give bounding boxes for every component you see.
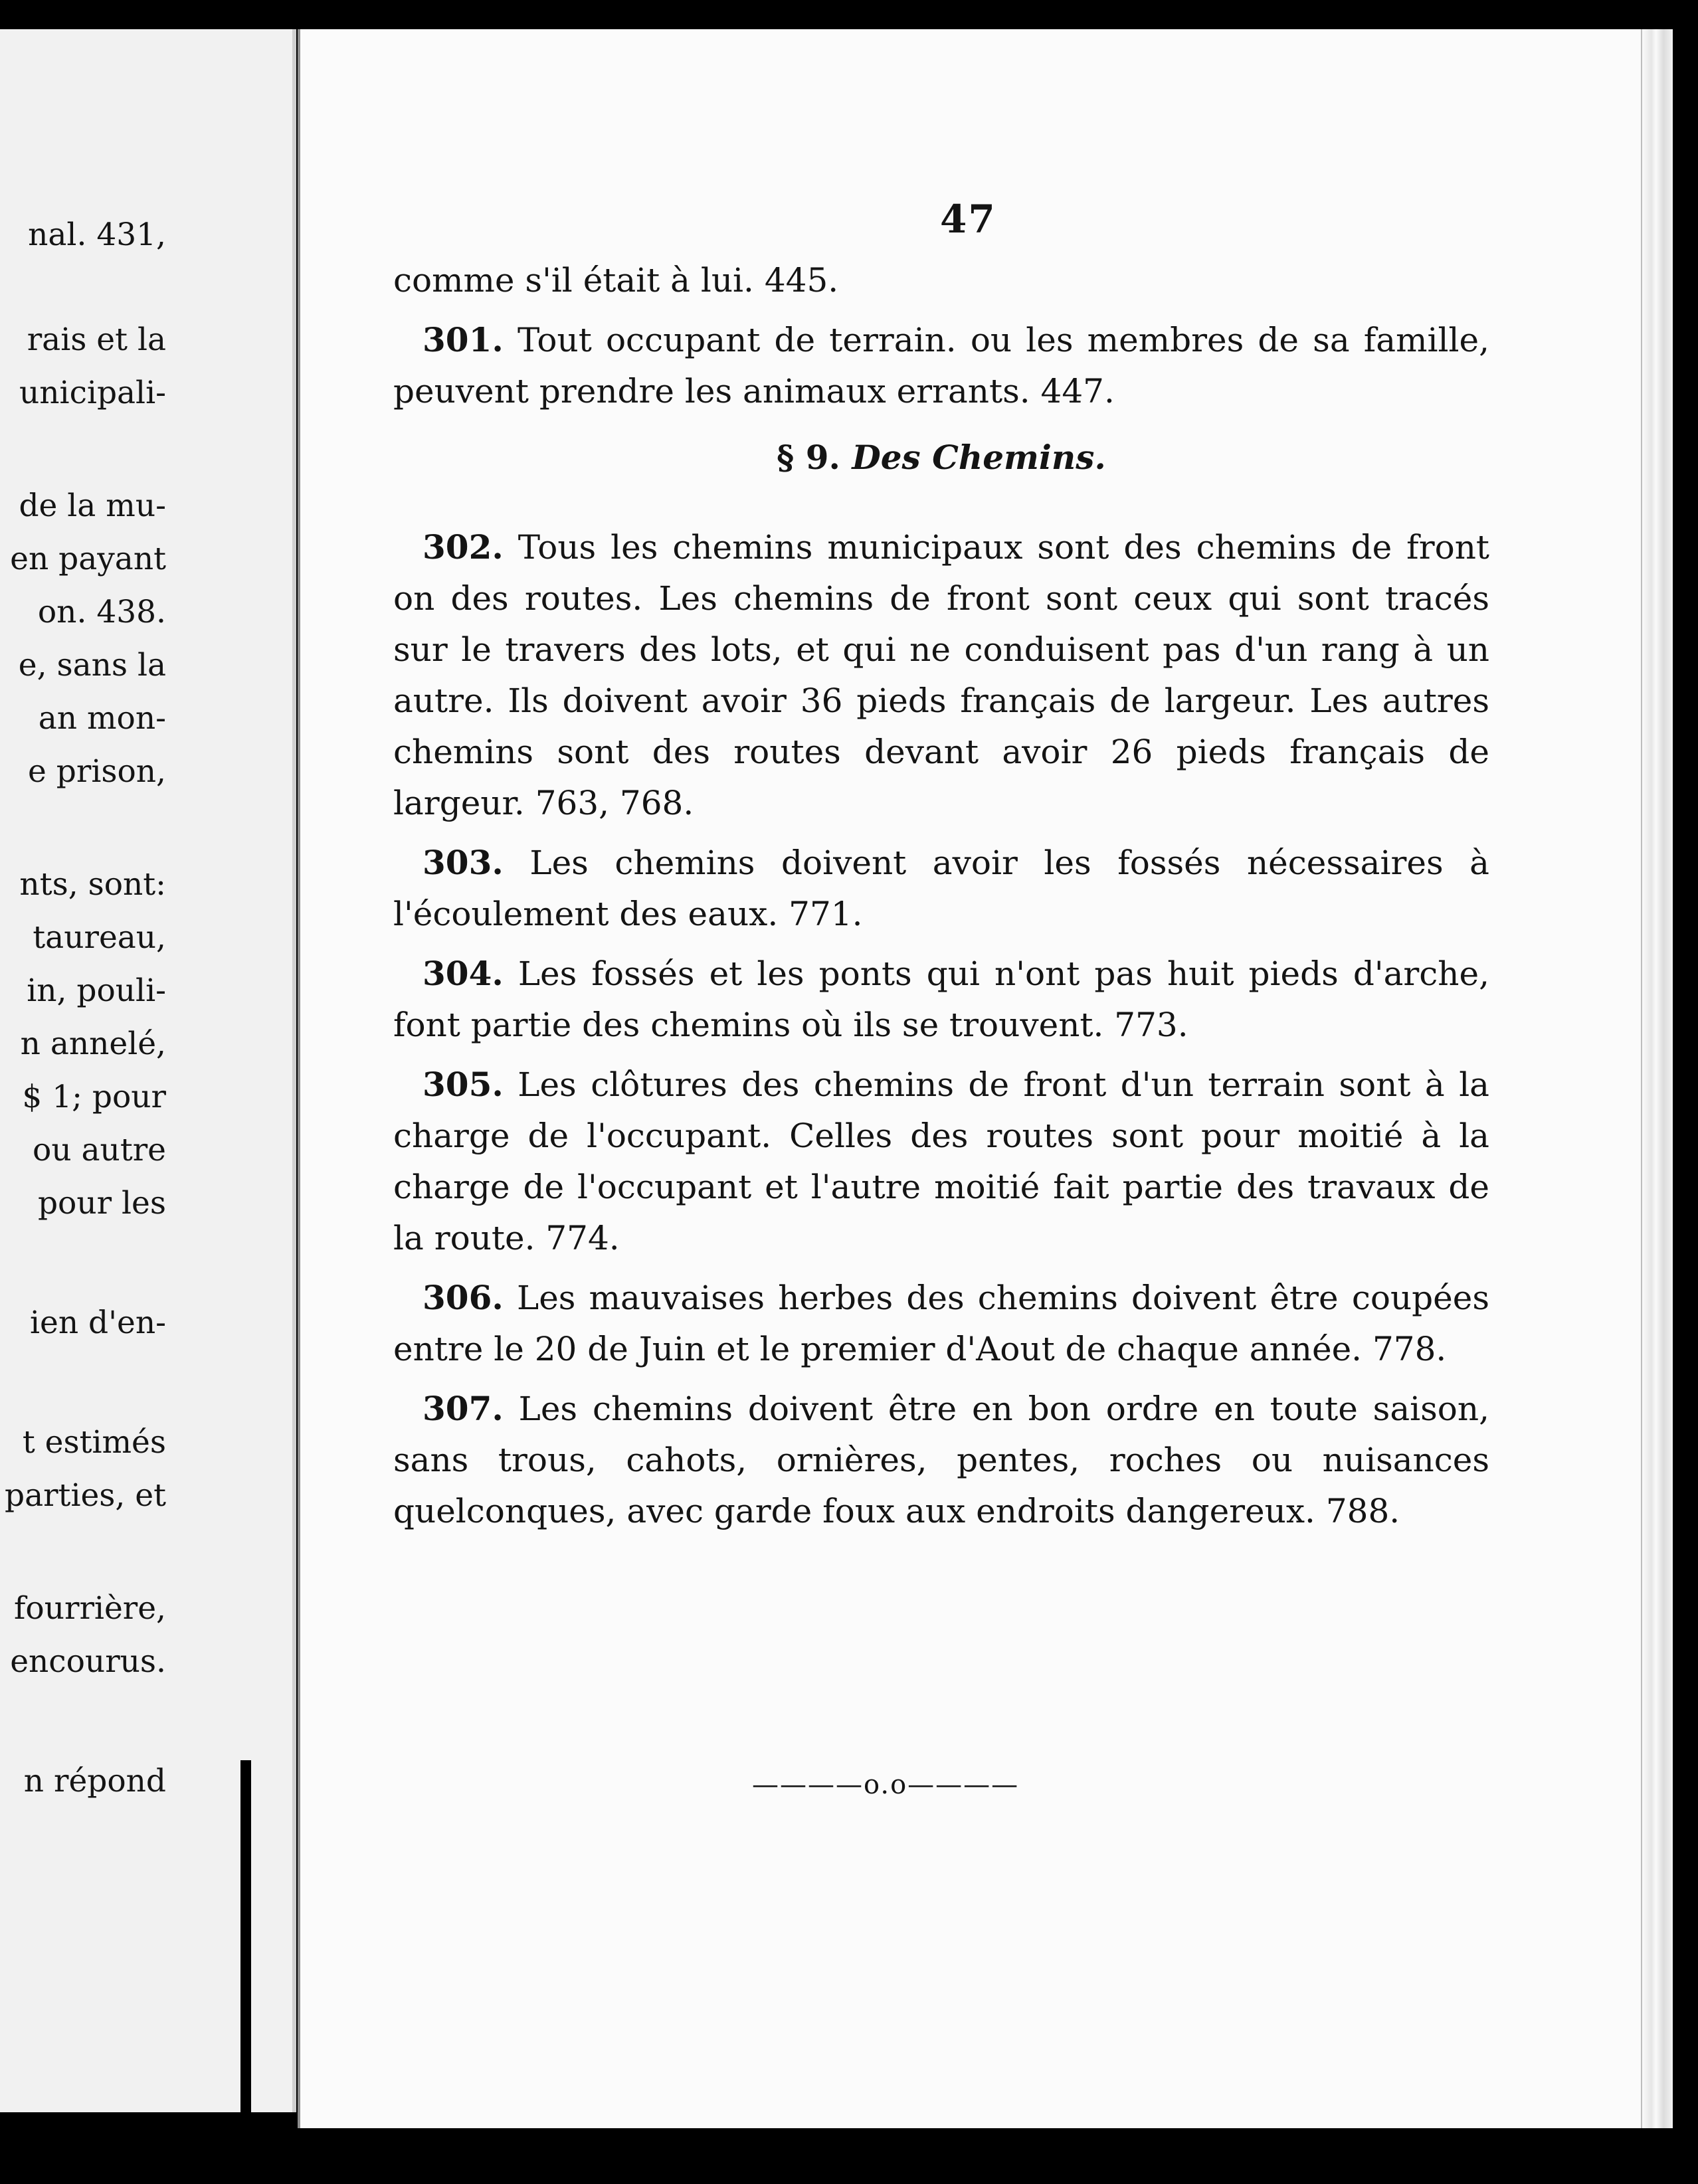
left-text-line: encourus. bbox=[10, 1643, 166, 1680]
left-text-line: t estimés bbox=[22, 1424, 166, 1461]
paragraph-301 bbox=[393, 314, 1489, 417]
left-text-line: an mon- bbox=[38, 700, 166, 737]
left-text-line: $ 1; pour bbox=[22, 1079, 166, 1115]
left-text-line: n annelé, bbox=[20, 1026, 166, 1062]
paragraph-text: Les mauvaises herbes des chemins doivent être coupées entre le 20 de Juin et le premier d'Aout de chaque année. 778. bbox=[393, 1279, 1489, 1368]
left-text-line: nts, sont: bbox=[19, 866, 166, 903]
paragraph-306 bbox=[393, 1272, 1489, 1375]
paragraph-302 bbox=[393, 521, 1489, 829]
left-page-fragment bbox=[0, 29, 296, 2112]
left-text-line: rais et la bbox=[27, 321, 166, 358]
left-text-line: ou autre bbox=[33, 1132, 166, 1168]
paragraph-text: Les clôtures des chemins de front d'un terrain sont à la charge de l'occupant. Celles des routes sont pour moitié à la charge de l'occupant et l'autre moitié fait partie des travaux de la route. 774. bbox=[393, 1065, 1489, 1257]
left-text-line: nal. 431, bbox=[28, 217, 166, 253]
page-number: 47 bbox=[940, 197, 996, 242]
left-text-line: parties, et bbox=[4, 1477, 166, 1514]
paragraph-305 bbox=[393, 1059, 1489, 1264]
section-heading bbox=[393, 432, 1489, 483]
paragraph-number: 303. bbox=[423, 843, 504, 882]
left-text-line: en payant bbox=[10, 541, 166, 577]
paragraph-text: Les fossés et les ponts qui n'ont pas huit pieds d'arche, font partie des chemins où ils se trouvent. 773. bbox=[393, 955, 1489, 1044]
paragraph-303 bbox=[393, 837, 1489, 940]
paragraph-number: 301. bbox=[423, 320, 504, 359]
main-text bbox=[393, 255, 1489, 1545]
paragraph-text: Tous les chemins municipaux sont des chemins de front on des routes. Les chemins de front sont ceux qui sont tracés sur le travers des lots, et qui ne conduisent pas d'un rang à un autre. Ils doivent avoir 36 pieds français de largeur. Les autres chemins sont des routes devant avoir 26 pieds français de largeur. 763, 768. bbox=[393, 528, 1489, 822]
paragraph-number: 302. bbox=[423, 527, 504, 567]
paragraph-number: 306. bbox=[423, 1278, 504, 1317]
paragraph-number: 304. bbox=[423, 954, 504, 993]
paragraph-number: 305. bbox=[423, 1065, 504, 1104]
left-text-line: taureau, bbox=[33, 919, 166, 956]
paragraph-text: Les chemins doivent être en bon ordre en toute saison, sans trous, cahots, ornières, pentes, roches ou nuisances quelconques, avec garde foux aux endroits dangereux. 788. bbox=[393, 1390, 1489, 1530]
left-text-line: e, sans la bbox=[18, 647, 166, 683]
paragraph-text: Les chemins doivent avoir les fossés nécessaires à l'écoulement des eaux. 771. bbox=[393, 844, 1489, 933]
section-sign: § 9. bbox=[777, 438, 840, 477]
left-text-line: de la mu- bbox=[19, 488, 166, 524]
page-edge bbox=[1641, 29, 1673, 2128]
left-text-line: ien d'en- bbox=[29, 1305, 166, 1341]
paragraph-304 bbox=[393, 948, 1489, 1051]
left-text-line: n répond bbox=[23, 1763, 166, 1799]
left-text-line: on. 438. bbox=[37, 594, 166, 630]
paragraph-text: Tout occupant de terrain. ou les membres de sa famille, peuvent prendre les animaux errants. 447. bbox=[393, 321, 1489, 410]
continuation-line: comme s'il était à lui. 445. bbox=[393, 261, 839, 300]
left-text-line: pour les bbox=[37, 1185, 166, 1222]
left-text-line: e prison, bbox=[28, 753, 166, 790]
left-text-line: unicipali- bbox=[19, 375, 166, 411]
section-end-ornament: ————o.o———— bbox=[752, 1770, 1020, 1800]
left-text-line: fourrière, bbox=[14, 1590, 166, 1627]
left-text-line: in, pouli- bbox=[27, 972, 166, 1009]
section-title: Des Chemins. bbox=[852, 438, 1106, 477]
paragraph-307 bbox=[393, 1383, 1489, 1537]
right-page bbox=[298, 29, 1673, 2128]
book-spine-shadow bbox=[240, 1760, 251, 2122]
paragraph-number: 307. bbox=[423, 1389, 504, 1428]
